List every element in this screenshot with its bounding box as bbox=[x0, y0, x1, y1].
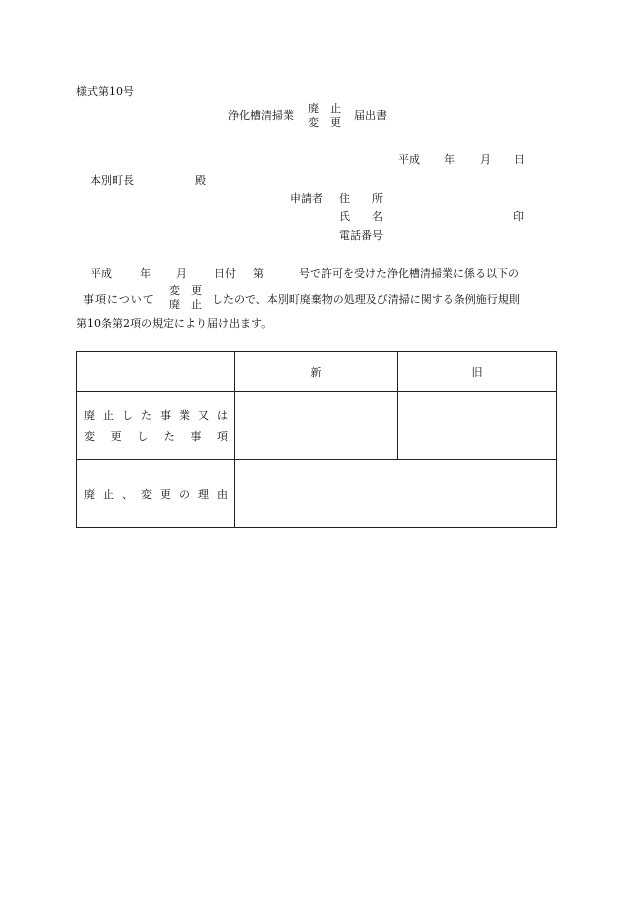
label-char: 項 bbox=[216, 430, 228, 443]
addressee-honorific: 殿 bbox=[195, 174, 206, 187]
label-char: 止 bbox=[103, 409, 114, 422]
label-char: 変 bbox=[141, 487, 152, 501]
body-l2-options bbox=[169, 285, 202, 313]
form-number: 様式第10号 bbox=[76, 85, 134, 98]
row2-label bbox=[77, 486, 234, 502]
date-day: 日 bbox=[514, 153, 525, 166]
label-char: 由 bbox=[217, 487, 228, 501]
label-char: 更 bbox=[160, 487, 171, 501]
title-options bbox=[308, 103, 341, 131]
body-option-change: 変 更 bbox=[169, 284, 202, 297]
label-char: 廃 bbox=[84, 409, 95, 422]
label-char: 業 bbox=[179, 409, 190, 422]
label-char: た bbox=[141, 409, 152, 422]
table-header-blank bbox=[77, 352, 235, 392]
title-option-abolish: 廃 止 bbox=[308, 102, 341, 115]
body-l1-number: 第 bbox=[253, 267, 264, 280]
label-char: 事 bbox=[160, 409, 171, 422]
body-l1-era: 平成 bbox=[90, 267, 112, 280]
applicant-label: 申請者 bbox=[290, 192, 323, 205]
label-char: 又 bbox=[198, 409, 209, 422]
title-prefix: 浄化槽清掃業 bbox=[228, 109, 294, 122]
label-char: 、 bbox=[122, 487, 133, 501]
table-row-changed-items bbox=[77, 392, 557, 460]
table-row1-old-cell[interactable] bbox=[398, 392, 557, 460]
applicant-phone-label: 電話番号 bbox=[339, 229, 383, 242]
label-char: の bbox=[179, 487, 190, 501]
date-month: 月 bbox=[480, 153, 491, 166]
label-char: 廃 bbox=[84, 487, 95, 501]
applicant-seal: 印 bbox=[513, 210, 524, 223]
body-l1-year: 年 bbox=[140, 267, 151, 280]
table-row2-label bbox=[77, 460, 235, 528]
row1-label-line1 bbox=[77, 407, 234, 423]
table-header-row bbox=[77, 352, 557, 392]
applicant-address-label: 住 所 bbox=[339, 192, 383, 205]
body-l1-rest: 号で許可を受けた浄化槽清掃業に係る以下の bbox=[299, 267, 519, 280]
label-char: た bbox=[163, 430, 175, 443]
form-table bbox=[76, 351, 557, 528]
body-l2-start: 事項について bbox=[83, 293, 155, 306]
body-option-abolish: 廃 止 bbox=[169, 298, 202, 311]
label-char: し bbox=[122, 409, 133, 422]
title-option-change: 変 更 bbox=[308, 116, 341, 129]
table-row2-reason-cell[interactable] bbox=[235, 460, 557, 528]
label-char: 変 bbox=[84, 430, 95, 443]
table-header-new: 新 bbox=[235, 352, 398, 392]
table-row-reason bbox=[77, 460, 557, 528]
body-l1-month: 月 bbox=[176, 267, 187, 280]
label-char: し bbox=[137, 430, 149, 443]
label-char: 止 bbox=[103, 487, 114, 501]
label-char: 更 bbox=[110, 430, 122, 443]
label-char: 事 bbox=[190, 430, 202, 443]
body-l2-rest: したので、本別町廃棄物の処理及び清掃に関する条例施行規則 bbox=[212, 293, 520, 306]
addressee-name: 本別町長 bbox=[90, 174, 134, 187]
date-era: 平成 bbox=[398, 153, 420, 166]
table-header-old: 旧 bbox=[398, 352, 557, 392]
table-row1-label bbox=[77, 392, 235, 460]
label-char: は bbox=[217, 409, 228, 422]
title-suffix: 届出書 bbox=[354, 109, 387, 122]
body-l1-day: 日付 bbox=[214, 267, 236, 280]
row1-label-line2 bbox=[77, 428, 234, 444]
applicant-name-label: 氏 名 bbox=[339, 210, 383, 223]
date-year: 年 bbox=[444, 153, 455, 166]
label-char: 理 bbox=[198, 487, 209, 501]
table-row1-new-cell[interactable] bbox=[235, 392, 398, 460]
body-l3: 第10条第2項の規定により届け出ます。 bbox=[76, 317, 273, 330]
